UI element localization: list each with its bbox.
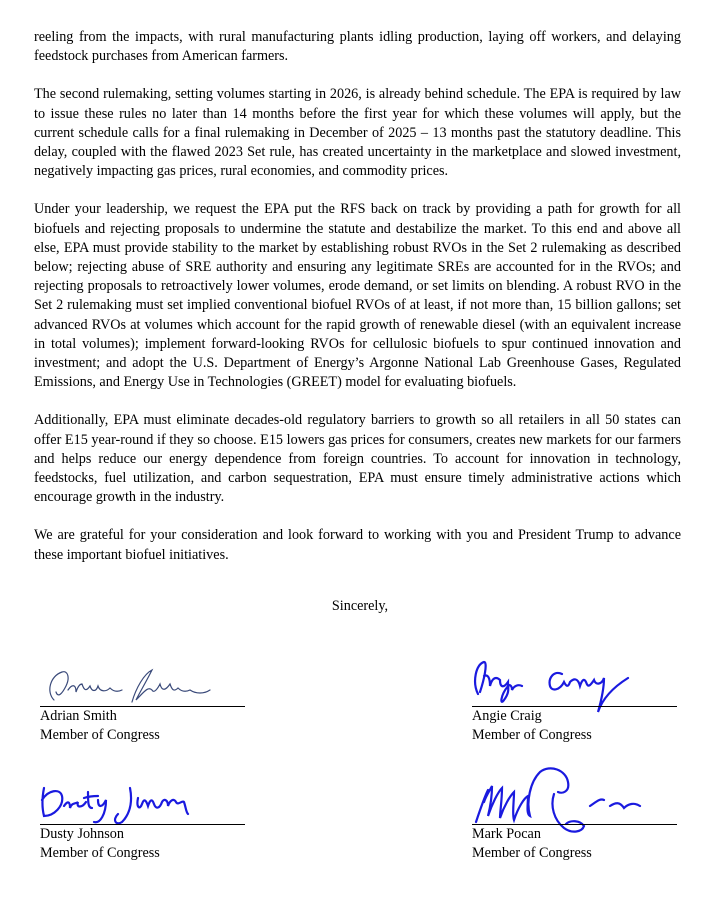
signature-block-dusty-johnson [40, 824, 245, 863]
letter-body [34, 28, 681, 584]
signer-name: Mark Pocan [472, 826, 541, 842]
signature-adrian-smith [40, 662, 220, 708]
signer-name: Dusty Johnson [40, 826, 124, 842]
paragraph-1: reeling from the impacts, with rural manufacturing plants idling production, laying off workers, and delaying feedstock purchases from American farmers. [34, 29, 681, 65]
signer-title: Member of Congress [40, 845, 160, 861]
signer-name: Adrian Smith [40, 708, 117, 724]
paragraph-4: Additionally, EPA must eliminate decades-old regulatory barriers to growth so all retailers in all 50 states can offer E15 year-round if they so choose. E15 lowers gas prices for consumers, creates new markets for our farmers and helps reduce our energy dependence from foreign countries. To account for innovation in technology, feedstocks, fuel utilization, and carbon sequestration, EPA must ensure timely administrative actions which encourage growth in the industry. [34, 412, 681, 506]
signer-title: Member of Congress [472, 845, 592, 861]
signer-name: Angie Craig [472, 708, 542, 724]
signer-title: Member of Congress [472, 727, 592, 743]
paragraph-2: The second rulemaking, setting volumes starting in 2026, is already behind schedule. The EPA is required by law to issue these rules no later than 14 months before the first year for which these volumes will apply, but the current schedule calls for a final rulemaking in December of 2025 – 13 months past the statutory deadline. This delay, coupled with the flawed 2023 Set rule, has created uncertainty in the marketplace and slowed investment, negatively impacting gas prices, rural economies, and commodity prices. [34, 86, 681, 180]
signature-block-angie-craig [472, 706, 677, 745]
signature-block-mark-pocan [472, 824, 677, 863]
signature-block-adrian-smith [40, 706, 245, 745]
signature-dusty-johnson [38, 780, 218, 830]
signer-title: Member of Congress [40, 727, 160, 743]
paragraph-3: Under your leadership, we request the EPA put the RFS back on track by providing a path for growth for all biofuels and rejecting proposals to undermine the statute and destabilize the market. To this end and above all else, EPA must provide stability to the market by establishing robust RVOs in the Set 2 rulemaking as described below; rejecting abuse of SRE authority and ensuring any legitimate SREs are accounted for in the RVOs; and rejecting proposals to retroactively lower volumes, erode demand, or set limits on blending. A robust RVO in the Set 2 rulemaking must set implied conventional biofuel RVOs of at least, if not more than, 15 billion gallons; set advanced RVOs at volumes which account for the rapid growth of renewable diesel (with an equivalent increase in total volumes); implement forward-looking RVOs for cellulosic biofuels to spur continued innovation and investment; and adopt the U.S. Department of Energy’s Argonne National Lab Greenhouse Gases, Regulated Emissions, and Energy Use in Technologies (GREET) model for evaluating biofuels. [34, 201, 681, 391]
closing-salutation: Sincerely, [331, 598, 389, 614]
paragraph-5: We are grateful for your consideration and look forward to working with you and President Trump to advance these important biofuel initiatives. [34, 527, 681, 563]
